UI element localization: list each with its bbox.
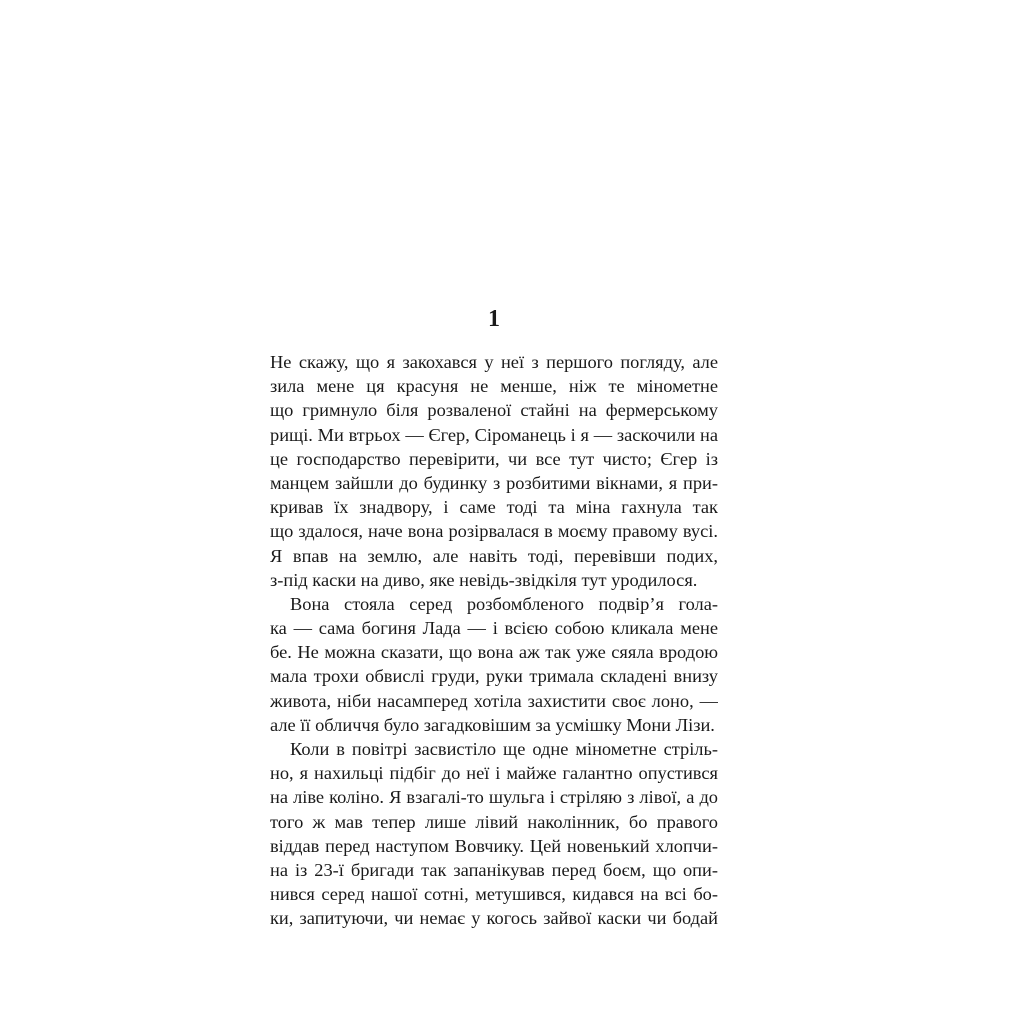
text-line: Вона стояла серед розбомбленого подвір’я гола- [290,593,718,614]
text-line: рищі. Ми втрьох — Єгер, Сіроманець і я — заскочили на [270,424,718,445]
text-line: на ліве коліно. Я взагалі-то шульга і стріляю з лівої, а до [270,787,718,808]
text-line: кривав їх знадвору, і саме тоді та міна гахнула так [270,497,718,518]
chapter-text [270,350,718,931]
text-line: ка — сама богиня Лада — і всією собою кликала мене [270,618,718,639]
text-line: на із 23-ї бригади так запанікував перед боєм, що опи- [270,859,718,880]
paragraph-2 [270,592,718,737]
text-line: віддав перед наступом Вовчику. Цей новенький хлопчи- [270,835,718,856]
text-line: але її обличчя було загадковішим за усмішку Мони Лізи. [270,714,715,735]
paragraph-3 [270,737,718,931]
text-line: з-під каски на диво, яке невідь-звідкіля тут уродилося. [270,569,698,590]
text-line: нився серед нашої сотні, метушився, кидався на всі бо- [270,884,718,905]
text-line: живота, ніби насамперед хотіла захистити своє лоно, — [270,690,718,711]
chapter-number: 1 [488,306,500,332]
text-line: манцем зайшли до будинку з розбитими вікнами, я при- [270,472,718,493]
text-line: ки, запитуючи, чи немає у когось зайвої каски чи бодай [270,908,718,929]
text-line: це господарство перевірити, чи все тут чисто; Єгер із [270,448,718,469]
text-line: що здалося, наче вона розірвалася в моєму правому вусі. [270,521,718,542]
text-line: того ж мав тепер лише лівий наколінник, бо правого [270,811,718,832]
text-line: Я впав на землю, але навіть тоді, перевівши подих, [270,545,718,566]
text-line: бе. Не можна сказати, що вона аж так уже сяяла вродою [270,642,718,663]
text-line: зила мене ця красуня не менше, ніж те мінометне [270,376,718,397]
text-line: Не скажу, що я закохався у неї з першого погляду, але [270,352,718,372]
text-line: но, я нахильці підбіг до неї і майже галантно опустився [270,763,718,784]
text-line: мала трохи обвислі груди, руки тримала складені внизу [270,666,718,687]
text-line: Коли в повітрі засвистіло ще одне мінометне стріль- [290,739,718,759]
paragraph-1 [270,350,718,592]
text-line: що гримнуло біля розваленої стайні на фермерському [270,400,718,421]
